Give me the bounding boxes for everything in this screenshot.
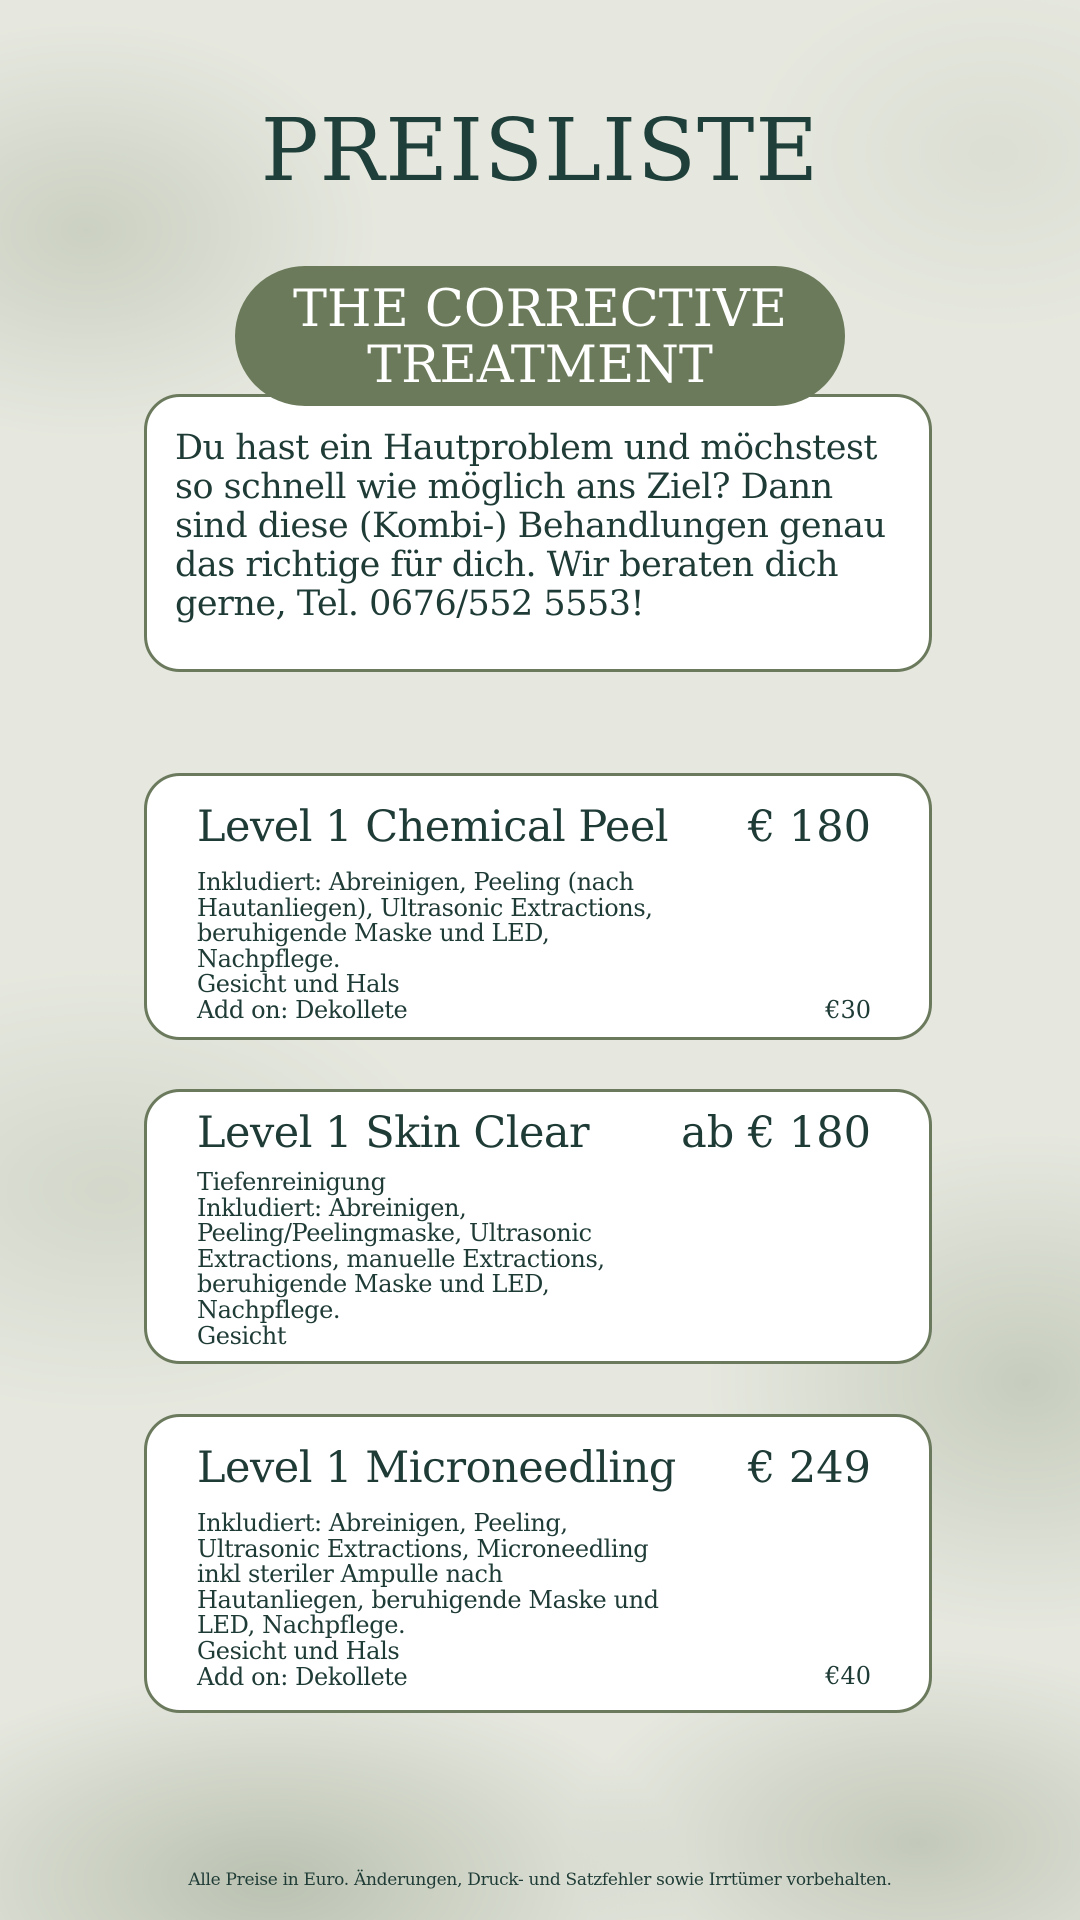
treatment-price: ab € 180: [681, 1108, 871, 1158]
description-line: beruhigende Maske und LED,: [197, 919, 550, 948]
page-title: PREISLISTE: [260, 101, 820, 201]
treatment-description: [197, 1170, 757, 1349]
description-line: Extractions, manuelle Extractions,: [197, 1244, 605, 1273]
treatment-description: [197, 1511, 757, 1690]
section-title-line-1: THE CORRECTIVE: [292, 280, 788, 339]
description-line: Gesicht und Hals: [197, 1636, 400, 1665]
treatment-card-skin-clear: [144, 1089, 932, 1364]
treatment-name: Level 1 Chemical Peel: [197, 802, 669, 852]
description-line: Inkludiert: Abreinigen, Peeling,: [197, 1509, 568, 1537]
section-title-line-2: TREATMENT: [367, 336, 713, 395]
treatment-name: Level 1 Microneedling: [197, 1443, 676, 1493]
treatment-price: € 180: [747, 802, 871, 852]
addon-price: €30: [825, 996, 871, 1024]
description-line: LED, Nachpflege.: [197, 1611, 406, 1640]
intro-card: [144, 394, 932, 672]
treatment-card-microneedling: [144, 1414, 932, 1713]
description-line: Gesicht: [197, 1321, 287, 1350]
description-line: Inkludiert: Abreinigen,: [197, 1193, 467, 1222]
treatment-card-chemical-peel: [144, 773, 932, 1040]
description-line: Gesicht und Hals: [197, 970, 400, 999]
description-line: Tiefenreinigung: [197, 1168, 386, 1196]
description-line: Inkludiert: Abreinigen, Peeling (nach: [197, 868, 634, 896]
description-line: Peeling/Peelingmaske, Ultrasonic: [197, 1219, 592, 1248]
description-line: Add on: Dekollete: [197, 1662, 408, 1691]
intro-text: Du hast ein Hautproblem und möchstest so schnell wie möglich ans Ziel? Dann sind diese (Kombi-) Behandlungen genau das richtige für dich. Wir beraten dich gerne, Tel. 0676/552 5553!: [175, 428, 886, 624]
description-line: Hautanliegen, beruhigende Maske und: [197, 1585, 659, 1614]
addon-price: €40: [825, 1662, 871, 1690]
description-line: Nachpflege.: [197, 1295, 341, 1324]
description-line: Hautanliegen), Ultrasonic Extractions,: [197, 893, 653, 922]
description-line: Ultrasonic Extractions, Microneedling: [197, 1534, 649, 1563]
treatment-name: Level 1 Skin Clear: [197, 1108, 590, 1158]
description-line: Nachpflege.: [197, 944, 341, 973]
footer-disclaimer: Alle Preise in Euro. Änderungen, Druck- und Satzfehler sowie Irrtümer vorbehalten.: [188, 1870, 892, 1890]
description-line: Add on: Dekollete: [197, 995, 408, 1024]
description-line: inkl steriler Ampulle nach: [197, 1560, 503, 1589]
section-title-badge: [235, 266, 845, 406]
treatment-price: € 249: [747, 1443, 871, 1493]
description-line: beruhigende Maske und LED,: [197, 1270, 550, 1299]
treatment-description: [197, 870, 757, 1024]
